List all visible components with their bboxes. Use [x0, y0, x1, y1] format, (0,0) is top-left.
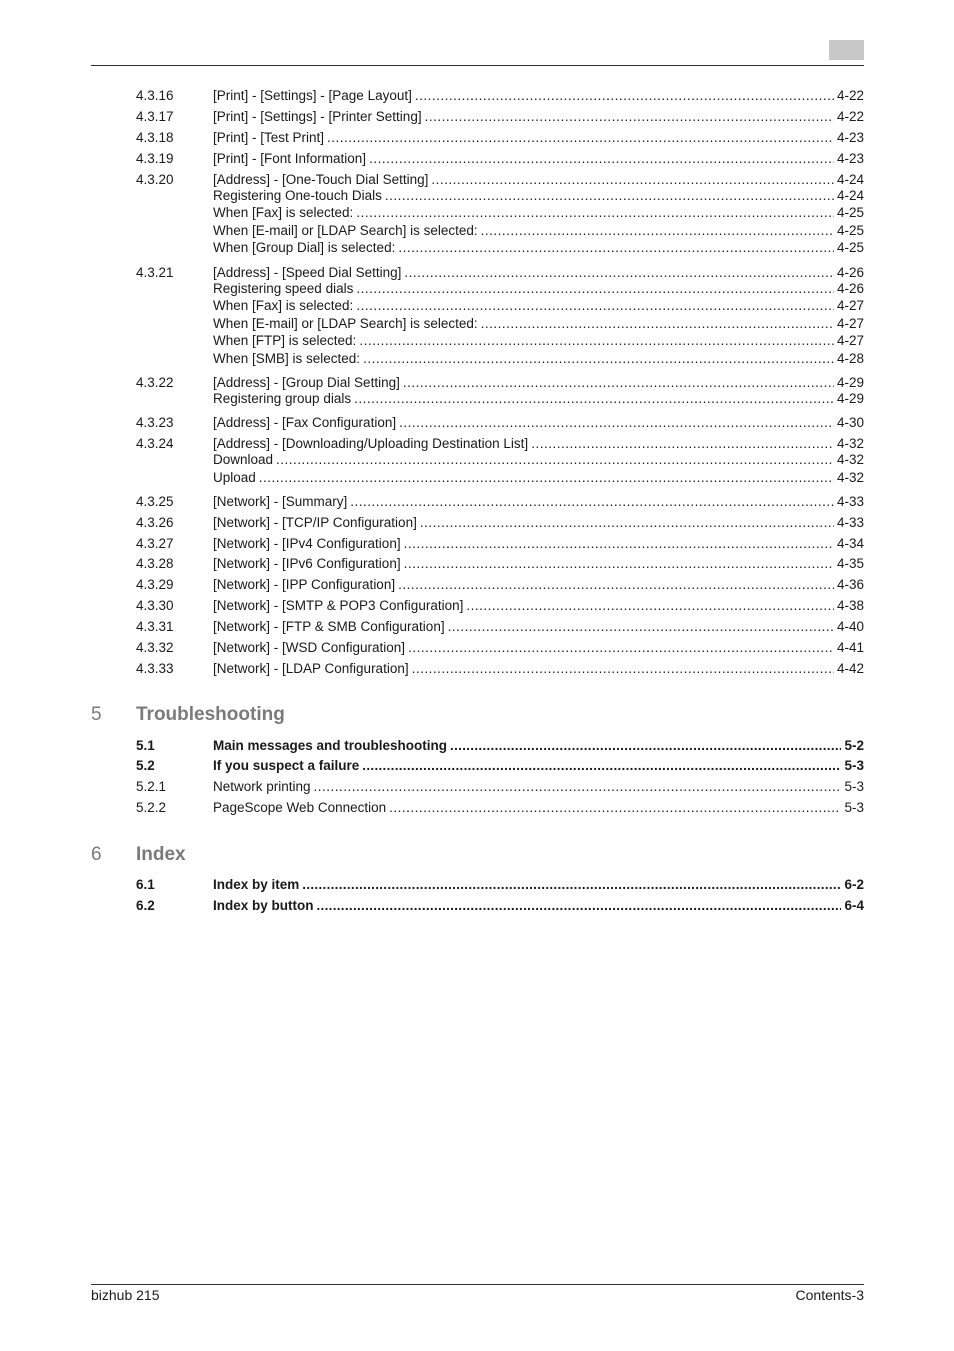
toc-entry[interactable] — [0, 737, 954, 754]
toc-leader — [359, 332, 834, 349]
toc-title: Index by item — [213, 877, 300, 892]
toc-subentry[interactable] — [0, 297, 954, 314]
toc-leader — [450, 737, 841, 754]
toc-leader — [481, 315, 834, 332]
toc-subentry[interactable] — [0, 222, 954, 239]
header-tab-marker — [829, 40, 864, 60]
toc-subentry[interactable] — [0, 332, 954, 349]
toc-page: 4-25 — [836, 240, 864, 255]
toc-page: 4-35 — [836, 556, 864, 571]
footer-product-name: bizhub 215 — [91, 1287, 160, 1303]
toc-page: 5-2 — [844, 738, 864, 753]
toc-page: 4-23 — [836, 151, 864, 166]
toc-number: 4.3.25 — [136, 494, 174, 509]
toc-number: 5.2.2 — [136, 800, 167, 815]
toc-number: 4.3.22 — [136, 375, 174, 390]
toc-title: [Network] - [WSD Configuration] — [213, 640, 406, 655]
toc-title: Index by button — [213, 898, 314, 913]
toc-entry[interactable] — [0, 876, 954, 893]
toc-title: Registering One-touch Dials — [213, 188, 382, 203]
toc-title: [Network] - [Summary] — [213, 494, 348, 509]
toc-number: 4.3.33 — [136, 661, 174, 676]
toc-entry[interactable] — [0, 108, 954, 125]
toc-entry[interactable] — [0, 374, 954, 391]
toc-number: 4.3.26 — [136, 515, 174, 530]
toc-number: 4.3.17 — [136, 109, 174, 124]
toc-leader — [415, 87, 834, 104]
toc-leader — [350, 493, 834, 510]
toc-entry[interactable] — [0, 555, 954, 572]
toc-leader — [302, 876, 841, 893]
toc-title: Network printing — [213, 779, 311, 794]
toc-page: 5-3 — [844, 779, 864, 794]
toc-page: 4-25 — [836, 205, 864, 220]
toc-page: 4-26 — [836, 281, 864, 296]
toc-entry[interactable] — [0, 660, 954, 677]
toc-page: 4-27 — [836, 298, 864, 313]
toc-title: [Address] - [Fax Configuration] — [213, 415, 397, 430]
chapter-heading-index[interactable] — [0, 844, 954, 868]
header-rule — [91, 65, 864, 66]
toc-entry[interactable] — [0, 129, 954, 146]
toc-leader — [404, 264, 834, 281]
toc-subentry[interactable] — [0, 204, 954, 221]
toc-leader — [420, 514, 834, 531]
toc-subentry[interactable] — [0, 280, 954, 297]
toc-title: When [FTP] is selected: — [213, 333, 357, 348]
toc-number: 6.2 — [136, 898, 155, 913]
toc-number: 4.3.18 — [136, 130, 174, 145]
toc-title: [Address] - [One-Touch Dial Setting] — [213, 172, 429, 187]
toc-page: 4-32 — [836, 436, 864, 451]
toc-number: 4.3.23 — [136, 415, 174, 430]
toc-leader — [466, 597, 834, 614]
toc-leader — [389, 799, 841, 816]
toc-title: [Print] - [Test Print] — [213, 130, 325, 145]
toc-number: 4.3.32 — [136, 640, 174, 655]
toc-subentry[interactable] — [0, 390, 954, 407]
toc-title: Registering speed dials — [213, 281, 354, 296]
toc-page: 4-27 — [836, 333, 864, 348]
toc-title: [Network] - [FTP & SMB Configuration] — [213, 619, 445, 634]
toc-title: [Print] - [Settings] - [Page Layout] — [213, 88, 412, 103]
toc-title: [Address] - [Group Dial Setting] — [213, 375, 400, 390]
toc-title: When [Fax] is selected: — [213, 205, 354, 220]
toc-leader — [327, 129, 834, 146]
toc-leader — [481, 222, 834, 239]
chapter-number: 6 — [91, 844, 102, 865]
toc-title: Download — [213, 452, 274, 467]
toc-entry[interactable] — [0, 264, 954, 281]
toc-page: 4-38 — [836, 598, 864, 613]
toc-entry[interactable] — [0, 576, 954, 593]
toc-page: 4-22 — [836, 109, 864, 124]
toc-leader — [354, 390, 834, 407]
toc-title: [Print] - [Font Information] — [213, 151, 367, 166]
chapter-number: 5 — [91, 704, 102, 725]
toc-title: [Network] - [IPv4 Configuration] — [213, 536, 401, 551]
toc-leader — [404, 555, 834, 572]
toc-entry[interactable] — [0, 414, 954, 431]
toc-title: When [E-mail] or [LDAP Search] is selected: — [213, 316, 478, 331]
toc-page: 4-24 — [836, 172, 864, 187]
toc-title: If you suspect a failure — [213, 758, 360, 773]
toc-page: 4-36 — [836, 577, 864, 592]
toc-page: 4-29 — [836, 391, 864, 406]
toc-leader — [356, 204, 834, 221]
toc-page: 4-26 — [836, 265, 864, 280]
chapter-heading-troubleshooting[interactable] — [0, 704, 954, 728]
toc-entry[interactable] — [0, 778, 954, 795]
toc-number: 5.1 — [136, 738, 155, 753]
toc-title: [Network] - [TCP/IP Configuration] — [213, 515, 417, 530]
toc-number: 5.2 — [136, 758, 155, 773]
toc-number: 6.1 — [136, 877, 155, 892]
toc-title: Upload — [213, 470, 256, 485]
toc-leader — [356, 280, 834, 297]
toc-leader — [356, 297, 834, 314]
toc-entry[interactable] — [0, 535, 954, 552]
toc-leader — [276, 451, 834, 468]
toc-title: [Network] - [IPv6 Configuration] — [213, 556, 401, 571]
toc-title: When [SMB] is selected: — [213, 351, 361, 366]
toc-entry[interactable] — [0, 435, 954, 452]
toc-subentry[interactable] — [0, 469, 954, 486]
footer-rule — [91, 1284, 864, 1285]
toc-leader — [259, 469, 834, 486]
toc-leader — [398, 576, 834, 593]
toc-leader — [431, 171, 834, 188]
toc-title: [Print] - [Settings] - [Printer Setting] — [213, 109, 422, 124]
toc-subentry[interactable] — [0, 451, 954, 468]
toc-title: Main messages and troubleshooting — [213, 738, 448, 753]
toc-page: 4-32 — [836, 452, 864, 467]
toc-number: 4.3.30 — [136, 598, 174, 613]
toc-number: 4.3.28 — [136, 556, 174, 571]
toc-leader — [369, 150, 834, 167]
toc-leader — [314, 778, 842, 795]
toc-leader — [404, 535, 834, 552]
toc-page: 4-27 — [836, 316, 864, 331]
toc-title: When [Fax] is selected: — [213, 298, 354, 313]
toc-leader — [408, 639, 834, 656]
chapter-title: Index — [136, 844, 186, 865]
toc-entry[interactable] — [0, 514, 954, 531]
toc-entry[interactable] — [0, 150, 954, 167]
toc-leader — [399, 414, 834, 431]
toc-title: PageScope Web Connection — [213, 800, 387, 815]
toc-title: When [E-mail] or [LDAP Search] is selected: — [213, 223, 478, 238]
toc-page: 4-33 — [836, 515, 864, 530]
toc-entry[interactable] — [0, 897, 954, 914]
toc-leader — [425, 108, 834, 125]
toc-leader — [317, 897, 842, 914]
toc-entry[interactable] — [0, 171, 954, 188]
toc-number: 4.3.19 — [136, 151, 174, 166]
toc-entry[interactable] — [0, 757, 954, 774]
toc-number: 4.3.31 — [136, 619, 174, 634]
toc-subentry[interactable] — [0, 315, 954, 332]
toc-page: 4-24 — [836, 188, 864, 203]
chapter-title: Troubleshooting — [136, 704, 285, 725]
toc-leader — [448, 618, 834, 635]
toc-page: 4-40 — [836, 619, 864, 634]
toc-leader — [385, 187, 834, 204]
toc-page: 4-30 — [836, 415, 864, 430]
toc-number: 4.3.29 — [136, 577, 174, 592]
toc-entry[interactable] — [0, 799, 954, 816]
toc-page: 6-4 — [844, 898, 864, 913]
toc-page: 5-3 — [844, 800, 864, 815]
toc-leader — [362, 757, 841, 774]
toc-entry[interactable] — [0, 597, 954, 614]
toc-page: 4-34 — [836, 536, 864, 551]
toc-page: 4-25 — [836, 223, 864, 238]
toc-title: [Address] - [Speed Dial Setting] — [213, 265, 402, 280]
toc-title: [Network] - [IPP Configuration] — [213, 577, 396, 592]
toc-number: 4.3.20 — [136, 172, 174, 187]
toc-page: 6-2 — [844, 877, 864, 892]
toc-title: Registering group dials — [213, 391, 352, 406]
toc-entry[interactable] — [0, 618, 954, 635]
toc-number: 4.3.27 — [136, 536, 174, 551]
toc-page: 4-28 — [836, 351, 864, 366]
toc-leader — [363, 350, 834, 367]
toc-page: 4-33 — [836, 494, 864, 509]
toc-subentry[interactable] — [0, 350, 954, 367]
toc-page: 4-23 — [836, 130, 864, 145]
toc-title: [Network] - [LDAP Configuration] — [213, 661, 409, 676]
toc-title: [Address] - [Downloading/Uploading Destination List] — [213, 436, 529, 451]
toc-page: 5-3 — [844, 758, 864, 773]
toc-page: 4-29 — [836, 375, 864, 390]
toc-number: 5.2.1 — [136, 779, 167, 794]
toc-page: 4-22 — [836, 88, 864, 103]
toc-entry[interactable] — [0, 493, 954, 510]
toc-page: 4-42 — [836, 661, 864, 676]
toc-subentry[interactable] — [0, 239, 954, 256]
toc-number: 4.3.16 — [136, 88, 174, 103]
toc-leader — [403, 374, 834, 391]
toc-number: 4.3.21 — [136, 265, 174, 280]
toc-title: [Network] - [SMTP & POP3 Configuration] — [213, 598, 464, 613]
toc-number: 4.3.24 — [136, 436, 174, 451]
toc-page: 4-41 — [836, 640, 864, 655]
toc-entry[interactable] — [0, 639, 954, 656]
toc-page: 4-32 — [836, 470, 864, 485]
footer-page-label: Contents-3 — [795, 1287, 864, 1303]
toc-subentry[interactable] — [0, 187, 954, 204]
toc-leader — [398, 239, 834, 256]
toc-entry[interactable] — [0, 87, 954, 104]
toc-title: When [Group Dial] is selected: — [213, 240, 396, 255]
toc-leader — [412, 660, 834, 677]
toc-leader — [531, 435, 834, 452]
